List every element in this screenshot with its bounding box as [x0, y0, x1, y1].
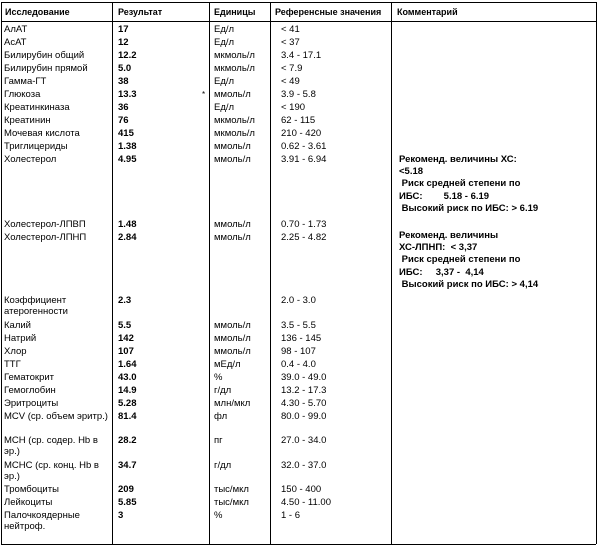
- test-name: Палочкоядерные нейтроф.: [4, 510, 80, 532]
- test-result: 43.0: [118, 372, 137, 383]
- test-name: Холестерол-ЛПВП: [4, 219, 86, 230]
- test-result: 14.9: [118, 385, 137, 396]
- test-reference: < 37: [281, 37, 300, 48]
- test-result: 2.3: [118, 295, 132, 306]
- test-name: Гемоглобин: [4, 385, 56, 396]
- test-name: Триглицериды: [4, 141, 68, 152]
- test-units: Ед/л: [214, 102, 235, 113]
- comment-line: ИБС: 3,37 - 4,14: [399, 266, 484, 278]
- comment-line: ИБС: 5.18 - 6.19: [399, 190, 490, 202]
- test-result: 12.2: [118, 50, 137, 61]
- test-name: MCH (ср. содер. Hb в эр.): [4, 435, 98, 457]
- header-comment: Комментарий: [397, 7, 458, 17]
- test-name: Креатинин: [4, 115, 51, 126]
- test-result: 5.5: [118, 320, 132, 331]
- test-reference: 2.25 - 4.82: [281, 232, 327, 243]
- test-units: млн/мкл: [214, 398, 251, 409]
- test-result: 76: [118, 115, 129, 126]
- test-units: г/дл: [214, 460, 232, 471]
- test-reference: 0.4 - 4.0: [281, 359, 316, 370]
- test-name: Калий: [4, 320, 31, 331]
- test-result: 34.7: [118, 460, 137, 471]
- test-result: 2.84: [118, 232, 137, 243]
- test-name: Натрий: [4, 333, 37, 344]
- test-result: 142: [118, 333, 134, 344]
- test-reference: < 41: [281, 24, 300, 35]
- test-units: мкмоль/л: [214, 128, 255, 139]
- test-name: Креатинкиназа: [4, 102, 70, 113]
- test-result: 81.4: [118, 411, 137, 422]
- header-units: Единицы: [214, 7, 256, 17]
- column-divider: [112, 2, 113, 544]
- test-name: Гамма-ГТ: [4, 76, 47, 87]
- comment-line: ХС-ЛПНП: < 3,37: [399, 242, 478, 254]
- test-units: %: [214, 372, 223, 383]
- test-reference: < 7.9: [281, 63, 303, 74]
- test-name: Билирубин прямой: [4, 63, 88, 74]
- test-reference: 1 - 6: [281, 510, 301, 521]
- test-name: Гематокрит: [4, 372, 55, 383]
- test-name: MCHC (ср. конц. Hb в эр.): [4, 460, 99, 482]
- test-reference: 150 - 400: [281, 484, 322, 495]
- test-name: Эритроциты: [4, 398, 59, 409]
- comment-line: <5.18: [399, 166, 424, 178]
- table-border-left: [1, 2, 2, 544]
- test-name: Хлор: [4, 346, 27, 357]
- column-divider: [209, 2, 210, 544]
- test-reference: 4.50 - 11.00: [281, 497, 332, 508]
- test-reference: < 190: [281, 102, 306, 113]
- test-reference: 4.30 - 5.70: [281, 398, 327, 409]
- test-units: мкмоль/л: [214, 115, 255, 126]
- comment-line: Рекоменд. величины: [399, 230, 499, 241]
- test-reference: 62 - 115: [281, 115, 316, 126]
- test-result: 107: [118, 346, 134, 357]
- test-result: 38: [118, 76, 129, 87]
- header-investigation: Исследование: [5, 7, 70, 17]
- test-reference: 3.4 - 17.1: [281, 50, 322, 61]
- column-divider: [270, 2, 271, 544]
- test-result: 3: [118, 510, 124, 521]
- test-units: ммоль/л: [214, 219, 251, 230]
- test-units: мкмоль/л: [214, 63, 255, 74]
- test-name: Тромбоциты: [4, 484, 59, 495]
- test-name: Коэффициент атерогенности: [4, 295, 68, 317]
- test-name: АлАТ: [4, 24, 28, 35]
- header-result: Результат: [118, 7, 163, 17]
- abnormal-flag: *: [202, 90, 206, 99]
- test-reference: 3.5 - 5.5: [281, 320, 316, 331]
- header-reference: Референсные значения: [275, 7, 382, 17]
- test-reference: 27.0 - 34.0: [281, 435, 327, 446]
- test-result: 13.3: [118, 89, 137, 100]
- test-result: 28.2: [118, 435, 137, 446]
- test-reference: 0.70 - 1.73: [281, 219, 327, 230]
- test-units: мЕд/л: [214, 359, 241, 370]
- test-name: MCV (ср. объем эритр.): [4, 411, 108, 422]
- test-reference: 136 - 145: [281, 333, 322, 344]
- test-units: Ед/л: [214, 76, 235, 87]
- test-reference: 3.9 - 5.8: [281, 89, 316, 100]
- test-units: тыс/мкл: [214, 484, 249, 495]
- test-result: 17: [118, 24, 129, 35]
- header-divider: [1, 21, 596, 22]
- test-units: пг: [214, 435, 223, 446]
- test-reference: 2.0 - 3.0: [281, 295, 316, 306]
- ldl-comment: [399, 230, 538, 291]
- test-name: ТТГ: [4, 359, 21, 370]
- test-name: Холестерол-ЛПНП: [4, 232, 87, 243]
- test-result: 4.95: [118, 154, 137, 165]
- test-result: 209: [118, 484, 134, 495]
- test-reference: 80.0 - 99.0: [281, 411, 327, 422]
- test-result: 5.28: [118, 398, 137, 409]
- test-reference: < 49: [281, 76, 300, 87]
- test-reference: 98 - 107: [281, 346, 316, 357]
- test-reference: 39.0 - 49.0: [281, 372, 327, 383]
- test-name: Лейкоциты: [4, 497, 53, 508]
- test-reference: 32.0 - 37.0: [281, 460, 327, 471]
- test-units: Ед/л: [214, 37, 235, 48]
- test-units: г/дл: [214, 385, 232, 396]
- comment-line: Риск средней степени по: [399, 178, 521, 190]
- table-border-top: [1, 2, 596, 3]
- test-name: Холестерол: [4, 154, 57, 165]
- test-result: 12: [118, 37, 129, 48]
- test-units: мкмоль/л: [214, 50, 255, 61]
- test-units: тыс/мкл: [214, 497, 249, 508]
- cholesterol-comment: [399, 154, 538, 215]
- test-units: %: [214, 510, 223, 521]
- test-reference: 3.91 - 6.94: [281, 154, 327, 165]
- test-units: Ед/л: [214, 24, 235, 35]
- comment-line: Высокий риск по ИБС: > 6.19: [399, 202, 539, 214]
- test-units: ммоль/л: [214, 320, 251, 331]
- test-reference: 13.2 - 17.3: [281, 385, 327, 396]
- test-result: 5.85: [118, 497, 137, 508]
- test-units: ммоль/л: [214, 333, 251, 344]
- table-border-bottom: [1, 544, 596, 545]
- table-border-right: [596, 2, 597, 544]
- comment-line: Риск средней степени по: [399, 254, 521, 266]
- test-units: ммоль/л: [214, 232, 251, 243]
- test-reference: 210 - 420: [281, 128, 322, 139]
- test-result: 5.0: [118, 63, 132, 74]
- test-result: 36: [118, 102, 129, 113]
- comment-line: Рекоменд. величины ХС:: [399, 154, 517, 165]
- test-name: Мочевая кислота: [4, 128, 80, 139]
- test-result: 1.48: [118, 219, 137, 230]
- test-result: 1.64: [118, 359, 137, 370]
- test-units: ммоль/л: [214, 154, 251, 165]
- test-units: фл: [214, 411, 228, 422]
- test-units: ммоль/л: [214, 141, 251, 152]
- column-divider: [391, 2, 392, 544]
- test-result: 1.38: [118, 141, 137, 152]
- test-name: АсАТ: [4, 37, 27, 48]
- test-reference: 0.62 - 3.61: [281, 141, 327, 152]
- test-units: ммоль/л: [214, 346, 251, 357]
- test-units: ммоль/л: [214, 89, 251, 100]
- comment-line: Высокий риск по ИБС: > 4,14: [399, 278, 539, 290]
- test-result: 415: [118, 128, 134, 139]
- test-name: Билирубин общий: [4, 50, 85, 61]
- test-name: Глюкоза: [4, 89, 41, 100]
